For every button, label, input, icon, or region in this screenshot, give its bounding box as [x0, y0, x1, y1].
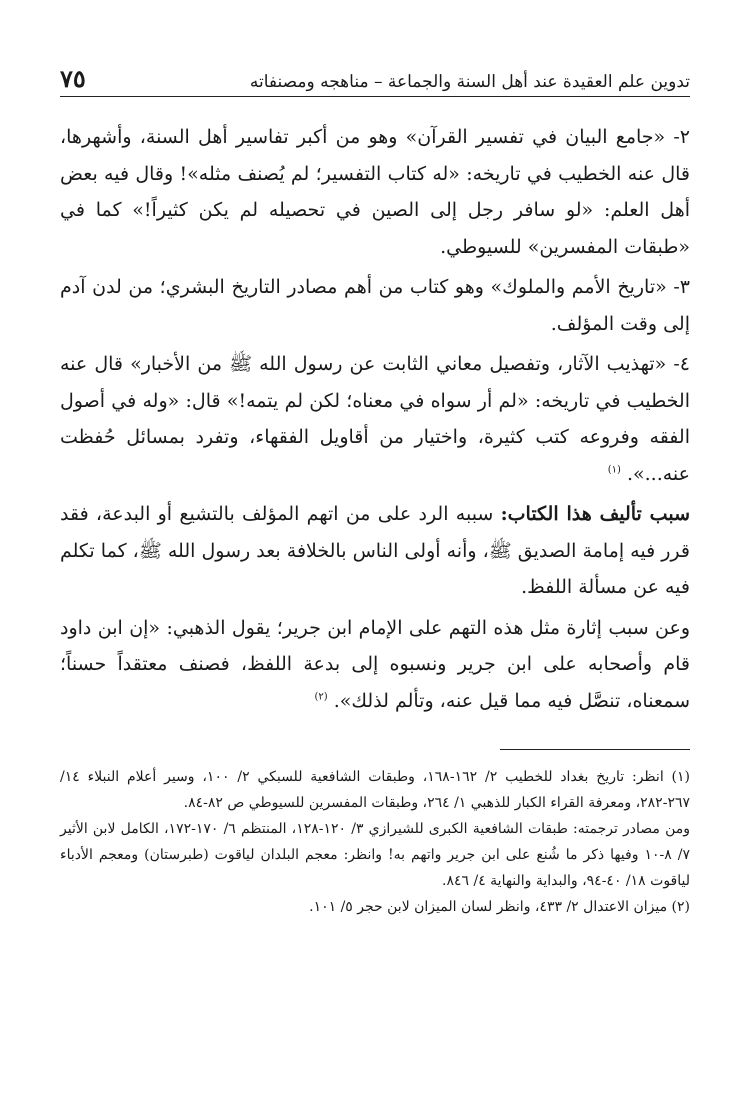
running-header: [60, 58, 690, 97]
section-heading: سبب تأليف هذا الكتاب:: [500, 503, 690, 525]
footnote-2: (٢) ميزان الاعتدال ٢/ ٤٣٣، وانظر لسان الميزان لابن حجر ٥/ ١٠١.: [309, 899, 690, 915]
paragraph-dhahabi-quote: [60, 610, 690, 720]
running-title: تدوين علم العقيدة عند أهل السنة والجماعة – مناهجه ومصنفاته: [249, 72, 690, 92]
book-page: [60, 58, 690, 920]
paragraph-text: ٢- «جامع البيان في تفسير القرآن» وهو من أكبر تفاسير أهل السنة، وأشهرها، قال عنه الخطيب في تاريخه: «له كتاب التفسير؛ لم يُصنف مثله»! وقال فيه بعض أهل العلم: «لو سافر رجل إلى الصين في تحصيله لم يكن كثيراً!» كما في «طبقات المفسرين» للسيوطي.: [60, 126, 690, 258]
footnote-1-continued: ومن مصادر ترجمته: طبقات الشافعية الكبرى للشيرازي ٣/ ١٢٠-١٢٨، المنتظم ٦/ ١٧٠-١٧٢، الكامل لابن الأثير ٧/ ٨-١٠ وفيها ذكر ما شُنع على ابن جرير واتهم به! وانظر: معجم البلدان لياقوت (طبرستان) ومعجم الأدباء لياقوت ١٨/ ٤٠-٩٤، والبداية والنهاية ٤/ ٨٤٦.: [60, 821, 690, 889]
paragraph-reason: [60, 496, 690, 606]
paragraph-text: ٣- «تاريخ الأمم والملوك» وهو كتاب من أهم مصادر التاريخ البشري؛ من لدن آدم إلى وقت المؤلف.: [60, 276, 690, 335]
footnote-1: (١) انظر: تاريخ بغداد للخطيب ٢/ ١٦٢-١٦٨، وطبقات الشافعية للسبكي ٢/ ١٠٠، وسير أعلام النبلاء ١٤/ ٢٦٧-٢٨٢، ومعرفة القراء الكبار للذهبي ١/ ٢٦٤، وطبقات المفسرين للسيوطي ص ٨٢-٨٤.: [60, 769, 691, 811]
page-number: ٧٥: [60, 64, 86, 93]
paragraph-item-3: [60, 269, 690, 342]
paragraph-text: وعن سبب إثارة مثل هذه التهم على الإمام ابن جرير؛ يقول الذهبي: «إن ابن داود قام وأصحابه على ابن جرير ونسبوه إلى بدعة اللفظ، فصنف معتقداً حسناً؛ سمعناه، تنصَّل فيه مما قيل عنه، وتألم لذلك».: [60, 616, 690, 712]
paragraph-item-4: [60, 346, 690, 492]
footnote-divider: [500, 749, 690, 750]
paragraph-text: ٤- «تهذيب الآثار، وتفصيل معاني الثابت عن رسول الله ﷺ من الأخبار» قال عنه الخطيب في تاريخه: «لم أر سواه في معناه؛ لكن لم يتمه!» قال: «وله في أصول الفقه وفروعه كتب كثيرة، واختيار من أقاويل الفقهاء، وتفرد بمسائل حُفظت عنه...».: [60, 353, 690, 485]
paragraph-text: سببه الرد على من اتهم المؤلف بالتشيع أو البدعة، فقد قرر فيه إمامة الصديق ﷺ، وأنه أولى الناس بالخلافة بعد رسول الله ﷺ، كما تكلم فيه عن مسألة اللفظ.: [60, 503, 690, 598]
footnotes: [60, 764, 690, 920]
main-text: [60, 119, 690, 719]
footnote-ref-1: (١): [607, 464, 621, 476]
footnote-ref-2: (٢): [314, 691, 328, 703]
paragraph-item-2: [60, 119, 690, 265]
